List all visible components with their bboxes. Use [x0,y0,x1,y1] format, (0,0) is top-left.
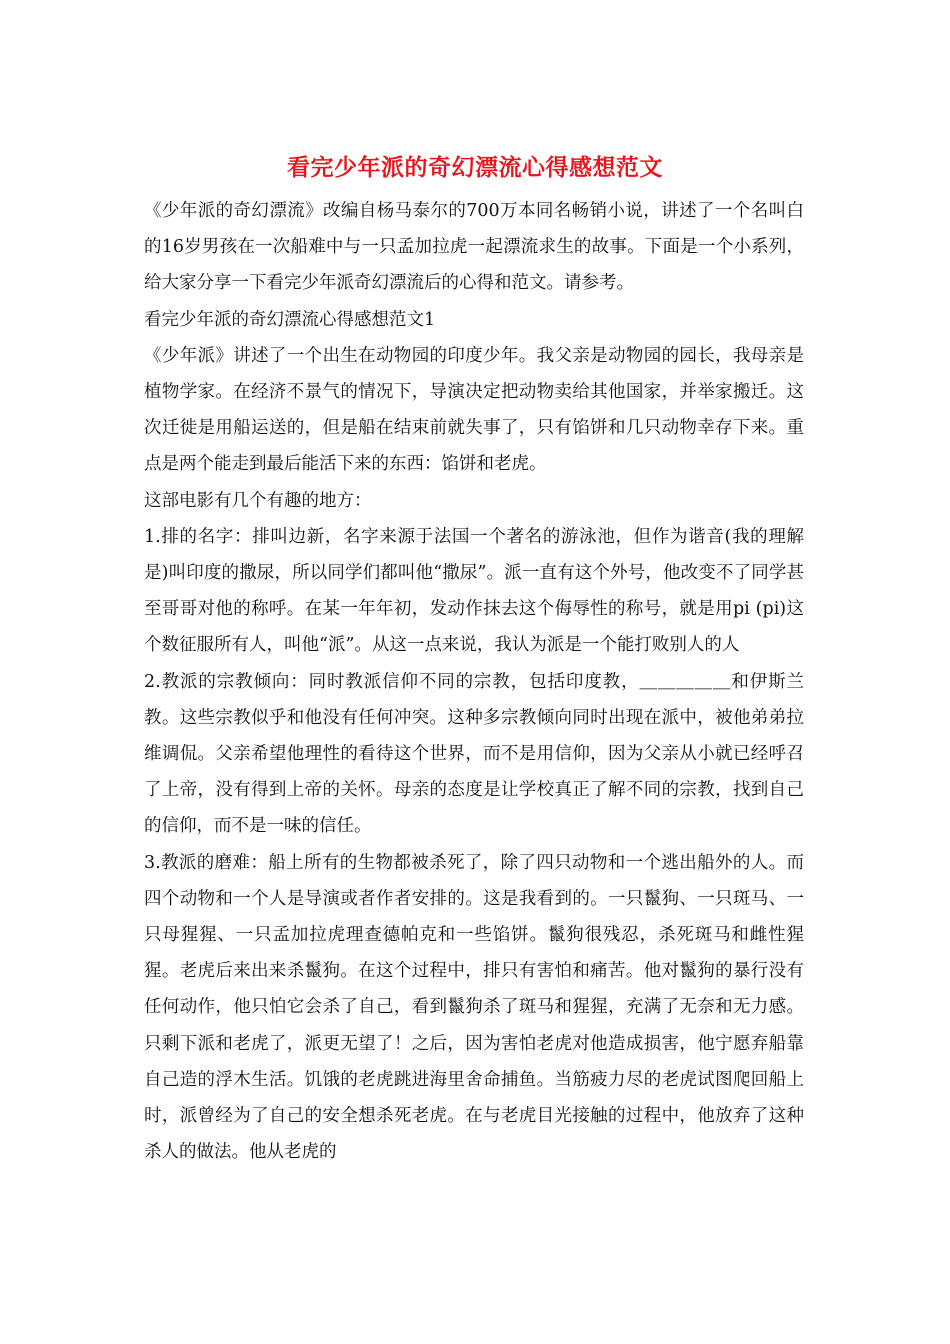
document-body [144,193,804,1170]
document-title: 看完少年派的奇幻漂流心得感想范文 [287,154,663,181]
intro-paragraph: 《少年派的奇幻漂流》改编自杨马泰尔的700万本同名畅销小说，讲述了一个名叫白的16岁男孩在一次船难中与一只孟加拉虎一起漂流求生的故事。下面是一个小系列，给大家分享一下看完少年派奇幻漂流后的心得和范文。请参考。 [144,201,804,294]
body-paragraph: 《少年派》讲述了一个出生在动物园的印度少年。我父亲是动物园的园长，我母亲是植物学家。在经济不景气的情况下，导演决定把动物卖给其他国家，并举家搬迁。这次迁徙是用船运送的，但是船在结束前就失事了，只有馅饼和几只动物幸存下来。重点是两个能走到最后能活下来的东西：馅饼和老虎。 [144,345,804,475]
numbered-paragraph: 1.排的名字：排叫边新，名字来源于法国一个著名的游泳池，但作为谐音(我的理解是)叫印度的撒尿，所以同学们都叫他“撒尿”。派一直有这个外号，他改变不了同学甚至哥哥对他的称呼。在某一年年初，发动作抹去这个侮辱性的称号，就是用pi (pi)这个数征服所有人，叫他“派”。从这一点来说，我认为派是一个能打败别人的人 [144,526,804,656]
numbered-paragraph: 2.教派的宗教倾向：同时教派信仰不同的宗教，包括印度教，＿＿＿＿＿和伊斯兰教。这些宗教似乎和他没有任何冲突。这种多宗教倾向同时出现在派中，被他弟弟拉维调侃。父亲希望他理性的看待这个世界，而不是用信仰，因为父亲从小就已经呼召了上帝，没有得到上帝的关怀。母亲的态度是让学校真正了解不同的宗教，找到自己的信仰，而不是一味的信任。 [144,671,804,837]
section-heading: 看完少年派的奇幻漂流心得感想范文1 [144,309,436,330]
numbered-paragraph: 3.教派的磨难：船上所有的生物都被杀死了，除了四只动物和一个逃出船外的人。而四个动物和一个人是导演或者作者安排的。这是我看到的。一只鬣狗、一只斑马、一只母猩猩、一只孟加拉虎理查德帕克和一些馅饼。鬣狗很残忍，杀死斑马和雌性猩猩。老虎后来出来杀鬣狗。在这个过程中，排只有害怕和痛苦。他对鬣狗的暴行没有任何动作，他只怕它会杀了自己，看到鬣狗杀了斑马和猩猩，充满了无奈和无力感。只剩下派和老虎了，派更无望了！之后，因为害怕老虎对他造成损害，他宁愿弃船靠自己造的浮木生活。饥饿的老虎跳进海里舍命捕鱼。当筋疲力尽的老虎试图爬回船上时，派曾经为了自己的安全想杀死老虎。在与老虎目光接触的过程中，他放弃了这种杀人的做法。他从老虎的 [144,852,804,1163]
body-paragraph: 这部电影有几个有趣的地方： [144,490,372,511]
